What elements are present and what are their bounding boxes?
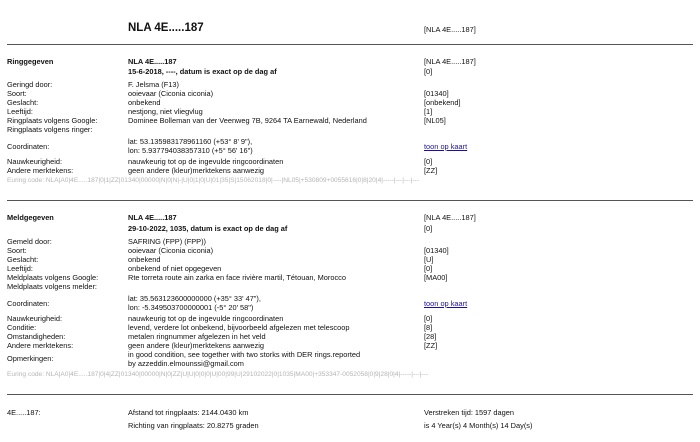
field-code: [01340] — [424, 246, 449, 255]
coord-label: Coordinaten: — [7, 299, 50, 308]
coord-lat: lat: 35.563123600000000 (+35° 33' 47"), — [128, 294, 261, 303]
field-value: geen andere (kleur)merktekens aanwezig — [128, 341, 264, 350]
field-code: [ZZ] — [424, 166, 438, 175]
meld-date-code: [0] — [424, 224, 433, 233]
field-value: SAFRING (FPP) (FPP)) — [128, 237, 207, 246]
direction: Richting van ringplaats: 20.8275 graden — [128, 421, 259, 430]
coord-lat: lat: 53.135983178961160 (+53° 8' 9"), — [128, 137, 253, 146]
field-label: Meldplaats volgens Google: — [7, 273, 99, 282]
field-label: Omstandigheden: — [7, 332, 66, 341]
remarks-text: in good condition, see together with two storks with DER rings.reported — [128, 350, 361, 359]
coord-label: Coordinaten: — [7, 142, 50, 151]
elapsed-time: Verstreken tijd: 1597 dagen — [424, 408, 514, 417]
field-value: onbekend — [128, 255, 161, 264]
field-code: [NL05] — [424, 116, 446, 125]
field-value: Rte torreta route ain zarka en face rivière martil, Tétouan, Morocco — [128, 273, 346, 282]
field-value: geen andere (kleur)merktekens aanwezig — [128, 166, 264, 175]
field-label: Gemeld door: — [7, 237, 52, 246]
field-value: nestjong, niet vliegvlug — [128, 107, 203, 116]
field-code: [1] — [424, 107, 433, 116]
field-value: ooievaar (Ciconia ciconia) — [128, 89, 214, 98]
header-code: [NLA 4E.....187] — [424, 25, 476, 34]
field-value: nauwkeurig tot op de ingevulde ringcoordinaten — [128, 157, 284, 166]
field-label: Nauwkeurigheid: — [7, 157, 63, 166]
field-code: [0] — [424, 314, 433, 323]
field-value: ooievaar (Ciconia ciconia) — [128, 246, 214, 255]
field-label: Soort: — [7, 246, 27, 255]
field-code: [0] — [424, 264, 433, 273]
field-code: [onbekend] — [424, 98, 461, 107]
euring-code: Euring code: NLA|A0|4E.....187|0|4|ZZ|01340|00000|N|0|ZZ|U|U|0|0|0|U|00|99|U|29102022|0|1035|MA00|+353347-0052058|0|9|28|0|4|-----|---|--- — [7, 371, 428, 378]
field-code: [ZZ] — [424, 341, 438, 350]
ring-id-code: [NLA 4E.....187] — [424, 57, 476, 66]
remarks-text: by azzeddin.elmounssi@gmail.com — [128, 359, 244, 368]
euring-code: Euring code: NLA|A0|4E.....187|0|1|ZZ|01340|00000|N|0|N|-|U|0|1|0|U|01|35|S|15062018|0|----|NL05|+530809+0055616|0|8|20|4|-----|---|---|--- — [7, 177, 419, 184]
summary-label: 4E.....187: — [7, 408, 41, 417]
ring-id: NLA 4E.....187 — [128, 57, 177, 66]
field-value: levend, verdere lot onbekend, bijvoorbeeld afgelezen met telescoop — [128, 323, 350, 332]
meld-date: 29-10-2022, 1035, datum is exact op de dag af — [128, 224, 288, 233]
field-code: [MA00] — [424, 273, 448, 282]
elapsed-ymd: is 4 Year(s) 4 Month(s) 14 Day(s) — [424, 421, 533, 430]
ring-id-code: [NLA 4E.....187] — [424, 213, 476, 222]
field-label: Meldplaats volgens melder: — [7, 282, 97, 291]
field-value: onbekend of niet opgegeven — [128, 264, 222, 273]
field-value: F. Jelsma (F13) — [128, 80, 179, 89]
ring-date-code: [0] — [424, 67, 433, 76]
field-code: [U] — [424, 255, 434, 264]
divider — [7, 44, 693, 45]
field-label: Leeftijd: — [7, 107, 33, 116]
field-value: metalen ringnummer afgelezen in het veld — [128, 332, 266, 341]
remarks-label: Opmerkingen: — [7, 354, 54, 363]
field-code: [0] — [424, 157, 433, 166]
divider — [7, 394, 693, 395]
page-title: NLA 4E.....187 — [128, 22, 204, 34]
field-code: [8] — [424, 323, 433, 332]
distance: Afstand tot ringplaats: 2144.0430 km — [128, 408, 249, 417]
coord-lon: lon: 5.937794038357310 (+5° 56' 16") — [128, 146, 253, 155]
field-label: Nauwkeurigheid: — [7, 314, 63, 323]
field-label: Andere merktekens: — [7, 166, 74, 175]
field-label: Geslacht: — [7, 98, 39, 107]
field-value: nauwkeurig tot op de ingevulde ringcoordinaten — [128, 314, 284, 323]
field-label: Ringplaats volgens Google: — [7, 116, 98, 125]
divider — [7, 200, 693, 201]
section-label: Meldgegeven — [7, 213, 54, 222]
field-label: Ringplaats volgens ringer: — [7, 125, 93, 134]
field-label: Soort: — [7, 89, 27, 98]
field-code: [01340] — [424, 89, 449, 98]
field-label: Geringd door: — [7, 80, 53, 89]
field-value: Dominee Bolleman van der Veenweg 7B, 9264 TA Earnewald, Nederland — [128, 116, 367, 125]
map-link[interactable]: toon op kaart — [424, 299, 468, 308]
section-label: Ringgegeven — [7, 57, 54, 66]
field-label: Conditie: — [7, 323, 37, 332]
field-label: Leeftijd: — [7, 264, 33, 273]
field-value: onbekend — [128, 98, 161, 107]
field-label: Geslacht: — [7, 255, 39, 264]
ring-id: NLA 4E.....187 — [128, 213, 177, 222]
ring-date: 15-6-2018, ----, datum is exact op de dag af — [128, 67, 277, 76]
map-link[interactable]: toon op kaart — [424, 142, 468, 151]
coord-lon: lon: -5.349503700000001 (-5° 20' 58") — [128, 303, 254, 312]
field-label: Andere merktekens: — [7, 341, 74, 350]
field-code: [28] — [424, 332, 437, 341]
